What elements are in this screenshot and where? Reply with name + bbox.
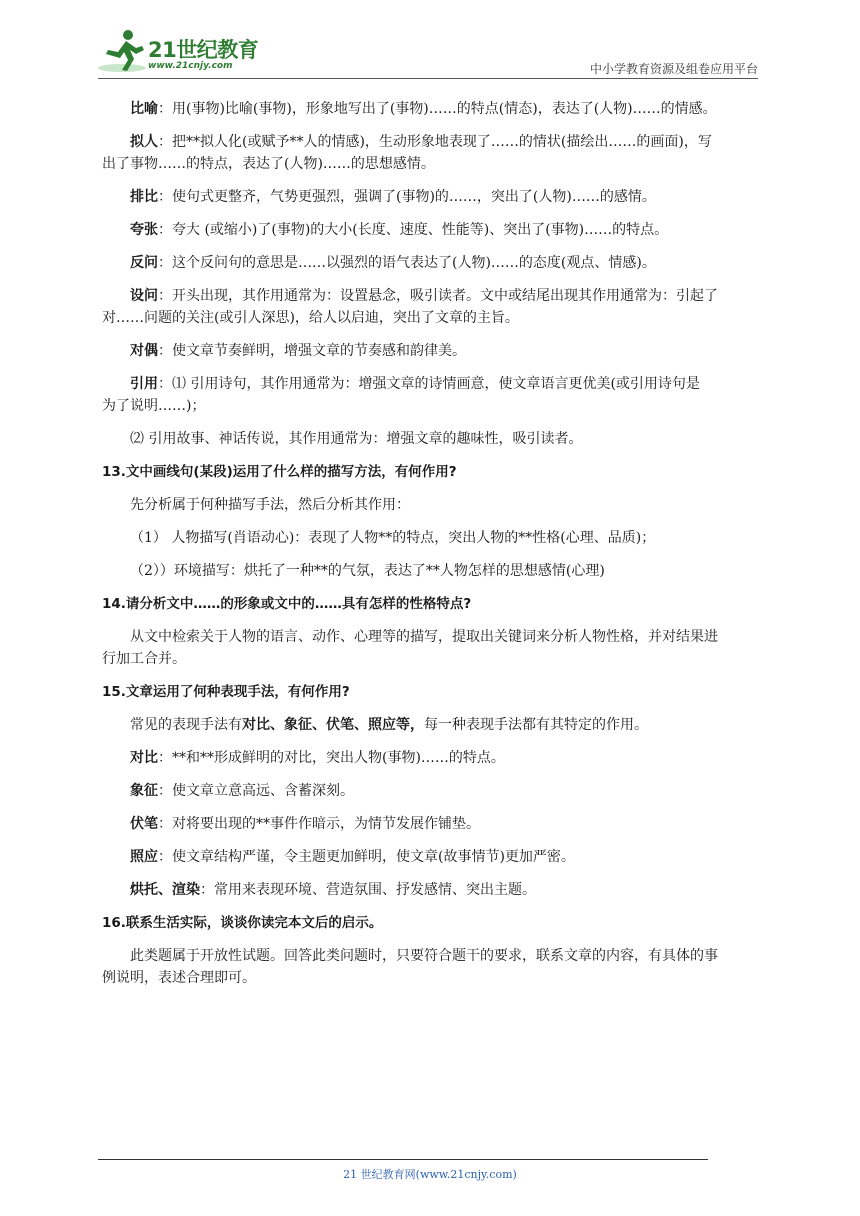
rhetoric-antithesis: 对偶：使文章节奏鲜明，增强文章的节奏感和韵律美。 <box>130 343 466 359</box>
q13-answer-2: （1） 人物描写(肖语动心)：表现了人物**的特点，突出人物的**性格(心理、品质)； <box>130 530 656 546</box>
q13-answer-1: 先分析属于何种描写手法，然后分析其作用： <box>130 497 410 513</box>
logo-text: 21世纪教育 <box>148 38 259 62</box>
q13-answer-3: （2））环境描写：烘托了一种**的气氛，表达了**人物怎样的思想感情(心理) <box>130 563 605 579</box>
rhetoric-personification-cont: 出了事物……的特点，表达了(人物)……的思想感情。 <box>102 156 435 172</box>
q16-answer-2: 例说明，表述合理即可。 <box>102 970 256 986</box>
question-14: 14.请分析文中……的形象或文中的……具有怎样的性格特点? <box>102 596 472 612</box>
question-15: 15.文章运用了何种表现手法，有何作用? <box>102 684 350 700</box>
runner-logo-icon <box>98 28 150 74</box>
rhetoric-parallelism: 排比：使句式更整齐，气势更强烈，强调了(事物)的……，突出了(人物)……的感情。 <box>130 189 656 205</box>
header-divider <box>98 78 758 79</box>
q14-answer-2: 行加工合并。 <box>102 651 186 667</box>
platform-title: 中小学教育资源及组卷应用平台 <box>589 62 758 76</box>
rhetoric-self-question-cont: 对……问题的关注(或引人深思)，给人以启迪，突出了文章的主旨。 <box>102 310 519 326</box>
rhetoric-hyperbole: 夸张：夸大 (或缩小)了(事物)的大小(长度、速度、性能等)、突出了(事物)……的特点。 <box>130 222 669 238</box>
q14-answer-1: 从文中检索关于人物的语言、动作、心理等的描写，提取出关键词来分析人物性格，并对结果进 <box>130 629 718 645</box>
q16-answer-1: 此类题属于开放性试题。回答此类问题时，只要符合题干的要求，联系文章的内容，有具体的事 <box>130 948 718 964</box>
page-footer[interactable]: 21 世纪教育网(www.21cnjy.com) <box>343 1168 517 1181</box>
rhetoric-metaphor: 比喻：用(事物)比喻(事物)，形象地写出了(事物)……的特点(情态)，表达了(人物)……的情感。 <box>130 101 717 117</box>
document-body <box>102 98 764 989</box>
rhetoric-self-question: 设问：开头出现，其作用通常为：设置悬念，吸引读者。文中或结尾出现其作用通常为：引起了 <box>130 288 718 304</box>
page-header <box>98 28 758 78</box>
rhetoric-quotation-2: ⑵ 引用故事、神话传说，其作用通常为：增强文章的趣味性，吸引读者。 <box>130 431 583 447</box>
technique-setoff: 烘托、渲染：常用来表现环境、营造氛围、抒发感情、突出主题。 <box>130 882 536 898</box>
rhetoric-rhetorical-question: 反问：这个反问句的意思是……以强烈的语气表达了(人物)……的态度(观点、情感)。 <box>130 255 656 271</box>
technique-symbolism: 象征：使文章立意高远、含蓄深刻。 <box>130 783 354 799</box>
logo-url: www.21cnjy.com <box>148 61 233 71</box>
q15-answer-1: 常见的表现手法有对比、象征、伏笔、照应等，每一种表现手法都有其特定的作用。 <box>130 717 648 733</box>
site-logo <box>98 28 268 74</box>
footer-divider <box>98 1159 708 1160</box>
question-16: 16.联系生活实际，谈谈你读完本文后的启示。 <box>102 915 383 931</box>
technique-echo: 照应：使文章结构严谨，令主题更加鲜明，使文章(故事情节)更加严密。 <box>130 849 575 865</box>
rhetoric-quotation-cont: 为了说明……)； <box>102 398 206 414</box>
question-13: 13.文中画线句(某段)运用了什么样的描写方法，有何作用? <box>102 464 457 480</box>
rhetoric-quotation: 引用：⑴ 引用诗句，其作用通常为：增强文章的诗情画意，使文章语言更优美(或引用诗句是 <box>130 376 700 392</box>
technique-foreshadowing: 伏笔：对将要出现的**事件作暗示，为情节发展作铺垫。 <box>130 816 480 832</box>
technique-contrast: 对比：**和**形成鲜明的对比，突出人物(事物)……的特点。 <box>130 750 505 766</box>
rhetoric-personification: 拟人：把**拟人化(或赋予**人的情感)，生动形象地表现了……的情状(描绘出……的画面)，写 <box>130 134 712 150</box>
